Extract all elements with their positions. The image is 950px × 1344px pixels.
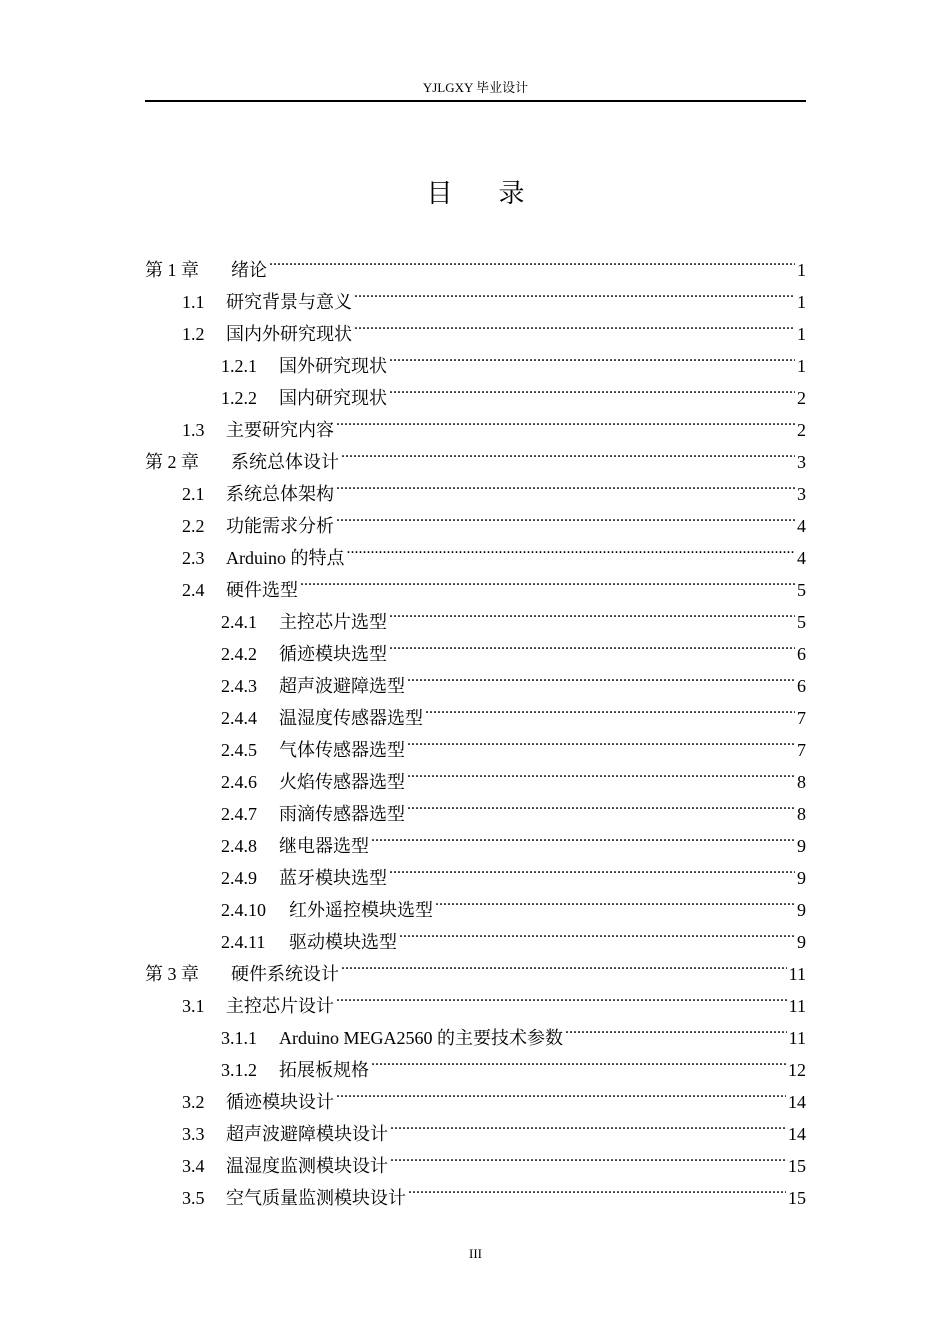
toc-entry-page: 1 <box>797 356 806 376</box>
toc-entry[interactable] <box>145 1076 806 1112</box>
toc-entry-page: 15 <box>788 1156 806 1176</box>
toc-dot-leader <box>371 820 795 852</box>
toc-entry-label: 功能需求分析 <box>226 516 334 536</box>
toc-dot-leader <box>347 532 796 564</box>
toc-entry-label: 蓝牙模块选型 <box>279 868 387 888</box>
toc-dot-leader <box>389 596 795 628</box>
toc-entry[interactable] <box>145 564 806 600</box>
toc-entry-number: 2.4 <box>182 580 205 600</box>
toc-entry-number: 1.2.2 <box>221 388 257 408</box>
toc-entry-page: 15 <box>788 1188 806 1208</box>
toc-title-right: 录 <box>498 179 525 208</box>
toc-entry-label: 空气质量监测模块设计 <box>226 1188 406 1208</box>
toc-dot-leader <box>389 372 795 404</box>
toc-entry-number: 1.2 <box>182 324 205 344</box>
toc-entry-label: 国外研究现状 <box>279 356 387 376</box>
toc-entry-label: 超声波避障模块设计 <box>226 1124 388 1144</box>
toc-entry-label: 循迹模块选型 <box>279 644 387 664</box>
toc-entry-number: 2.4.7 <box>221 804 257 824</box>
toc-dot-leader <box>341 948 787 980</box>
toc-entry-number: 第 3 章 <box>145 964 199 984</box>
toc-entry-label: 研究背景与意义 <box>226 292 352 312</box>
toc-entry-page: 9 <box>797 932 806 952</box>
toc-entry-page: 11 <box>788 996 806 1016</box>
toc-entry-number: 2.4.2 <box>221 644 257 664</box>
toc-dot-leader <box>565 1012 787 1044</box>
toc-entry-label: 系统总体设计 <box>231 452 339 472</box>
toc-entry-label: 雨滴传感器选型 <box>279 804 405 824</box>
toc-entry-page: 3 <box>797 484 806 504</box>
toc-entry[interactable] <box>145 916 806 952</box>
toc-entry[interactable] <box>145 372 806 408</box>
toc-entry-label: 拓展板规格 <box>279 1060 369 1080</box>
toc-entry-number: 1.1 <box>182 292 205 312</box>
toc-entry-label: 气体传感器选型 <box>279 740 405 760</box>
toc-dot-leader <box>389 852 795 884</box>
toc-entry-page: 7 <box>797 708 806 728</box>
toc-entry-page: 2 <box>797 388 806 408</box>
toc-entry[interactable] <box>145 244 806 280</box>
toc-dot-leader <box>336 468 795 500</box>
toc-entry-number: 3.2 <box>182 1092 205 1112</box>
toc-dot-leader <box>390 1108 786 1140</box>
toc-entry-number: 2.4.5 <box>221 740 257 760</box>
toc-dot-leader <box>407 788 795 820</box>
toc-dot-leader <box>407 724 795 756</box>
toc-entry-label: 循迹模块设计 <box>226 1092 334 1112</box>
page-number: III <box>469 1246 482 1261</box>
toc-entry-number: 2.4.11 <box>221 932 266 952</box>
toc-entry-number: 3.5 <box>182 1188 205 1208</box>
toc-entry-page: 14 <box>788 1124 806 1144</box>
toc-title <box>145 176 806 212</box>
toc-entry-page: 14 <box>788 1092 806 1112</box>
toc-dot-leader <box>408 1172 786 1204</box>
toc-entry-label: 温湿度传感器选型 <box>279 708 423 728</box>
toc-dot-leader <box>354 276 795 308</box>
toc-entry-label: 主控芯片设计 <box>226 996 334 1016</box>
toc-entry[interactable] <box>145 756 806 792</box>
toc-dot-leader <box>389 628 795 660</box>
toc-entry[interactable] <box>145 308 806 344</box>
toc-entry-label: 温湿度监测模块设计 <box>226 1156 388 1176</box>
toc-entry-number: 3.1.1 <box>221 1028 257 1048</box>
toc-entry-page: 8 <box>797 804 806 824</box>
toc-entry[interactable] <box>145 788 806 824</box>
toc-entry-label: Arduino MEGA2560 的主要技术参数 <box>279 1028 563 1048</box>
toc-entry-label: 国内研究现状 <box>279 388 387 408</box>
toc-entry-label: 硬件选型 <box>226 580 298 600</box>
toc-entry[interactable] <box>145 1140 806 1176</box>
toc-entry-label: 绪论 <box>231 260 267 280</box>
toc-entry-page: 1 <box>797 260 806 280</box>
toc-dot-leader <box>407 756 795 788</box>
toc-dot-leader <box>300 564 795 596</box>
toc-entry[interactable] <box>145 660 806 696</box>
toc-entry-number: 3.3 <box>182 1124 205 1144</box>
toc-entry[interactable] <box>145 948 806 984</box>
toc-entry-number: 2.3 <box>182 548 205 568</box>
toc-entry-label: 继电器选型 <box>279 836 369 856</box>
toc-entry[interactable] <box>145 340 806 376</box>
toc-entry-page: 1 <box>797 292 806 312</box>
toc-entry-page: 3 <box>797 452 806 472</box>
toc-entry-page: 1 <box>797 324 806 344</box>
toc-dot-leader <box>354 308 795 340</box>
toc-entry-number: 2.4.4 <box>221 708 257 728</box>
toc-entry-page: 2 <box>797 420 806 440</box>
toc-entry-page: 8 <box>797 772 806 792</box>
toc-dot-leader <box>336 500 795 532</box>
toc-entry-label: 火焰传感器选型 <box>279 772 405 792</box>
toc-dot-leader <box>371 1044 786 1076</box>
toc-entry[interactable] <box>145 1012 806 1048</box>
toc-dot-leader <box>399 916 795 948</box>
toc-entry-number: 3.1 <box>182 996 205 1016</box>
toc-dot-leader <box>425 692 795 724</box>
toc-dot-leader <box>269 244 795 276</box>
toc-entry-number: 第 1 章 <box>145 260 199 280</box>
toc-entry[interactable] <box>145 404 806 440</box>
toc-entry-page: 5 <box>797 612 806 632</box>
toc-entry-number: 1.2.1 <box>221 356 257 376</box>
toc-entry-number: 2.1 <box>182 484 205 504</box>
toc-entry-page: 12 <box>788 1060 806 1080</box>
toc-dot-leader <box>336 1076 786 1108</box>
toc-entry-label: 驱动模块选型 <box>289 932 397 952</box>
header-rule <box>145 100 806 102</box>
toc-entry-page: 6 <box>797 676 806 696</box>
toc-entry[interactable] <box>145 820 806 856</box>
toc-entry[interactable] <box>145 1108 806 1144</box>
toc-entry-number: 2.4.10 <box>221 900 266 920</box>
toc-entry-label: 红外遥控模块选型 <box>289 900 433 920</box>
toc-dot-leader <box>336 980 787 1012</box>
toc-entry[interactable] <box>145 692 806 728</box>
toc-entry-label: 国内外研究现状 <box>226 324 352 344</box>
toc-entry-number: 2.4.6 <box>221 772 257 792</box>
toc-entry-page: 9 <box>797 836 806 856</box>
toc-entry-page: 11 <box>788 1028 806 1048</box>
toc-entry-number: 1.3 <box>182 420 205 440</box>
toc-entry-page: 9 <box>797 900 806 920</box>
toc-entry-number: 3.4 <box>182 1156 205 1176</box>
toc-entry[interactable] <box>145 500 806 536</box>
toc-entry[interactable] <box>145 276 806 312</box>
toc-entry[interactable] <box>145 1172 806 1208</box>
toc-entry-label: Arduino 的特点 <box>226 548 345 568</box>
toc-dot-leader <box>341 436 795 468</box>
toc-entry[interactable] <box>145 1044 806 1080</box>
toc-entry-number: 第 2 章 <box>145 452 199 472</box>
running-header: YJLGXY 毕业设计 <box>422 80 529 95</box>
toc-entry[interactable] <box>145 532 806 568</box>
toc-entry-number: 2.4.1 <box>221 612 257 632</box>
toc-dot-leader <box>390 1140 786 1172</box>
toc-entry[interactable] <box>145 468 806 504</box>
toc-entry-label: 主控芯片选型 <box>279 612 387 632</box>
toc-dot-leader <box>435 884 795 916</box>
toc-entry-label: 超声波避障选型 <box>279 676 405 696</box>
toc-entry-page: 5 <box>797 580 806 600</box>
toc-dot-leader <box>407 660 795 692</box>
toc-entry-label: 主要研究内容 <box>226 420 334 440</box>
toc-entry[interactable] <box>145 596 806 632</box>
toc-entry[interactable] <box>145 628 806 664</box>
toc-entry-number: 2.4.9 <box>221 868 257 888</box>
table-of-contents <box>145 244 806 1208</box>
toc-dot-leader <box>336 404 795 436</box>
toc-entry-page: 7 <box>797 740 806 760</box>
toc-entry-label: 系统总体架构 <box>226 484 334 504</box>
toc-entry[interactable] <box>145 724 806 760</box>
toc-entry[interactable] <box>145 852 806 888</box>
toc-entry-page: 9 <box>797 868 806 888</box>
toc-dot-leader <box>389 340 795 372</box>
toc-entry-number: 2.2 <box>182 516 205 536</box>
toc-entry-number: 2.4.3 <box>221 676 257 696</box>
toc-entry-page: 6 <box>797 644 806 664</box>
toc-entry-number: 3.1.2 <box>221 1060 257 1080</box>
toc-entry[interactable] <box>145 884 806 920</box>
toc-entry[interactable] <box>145 980 806 1016</box>
toc-entry-label: 硬件系统设计 <box>231 964 339 984</box>
toc-entry[interactable] <box>145 436 806 472</box>
toc-entry-page: 11 <box>788 964 806 984</box>
toc-entry-number: 2.4.8 <box>221 836 257 856</box>
toc-entry-page: 4 <box>797 516 806 536</box>
toc-title-left: 目 <box>426 179 453 208</box>
toc-entry-page: 4 <box>797 548 806 568</box>
